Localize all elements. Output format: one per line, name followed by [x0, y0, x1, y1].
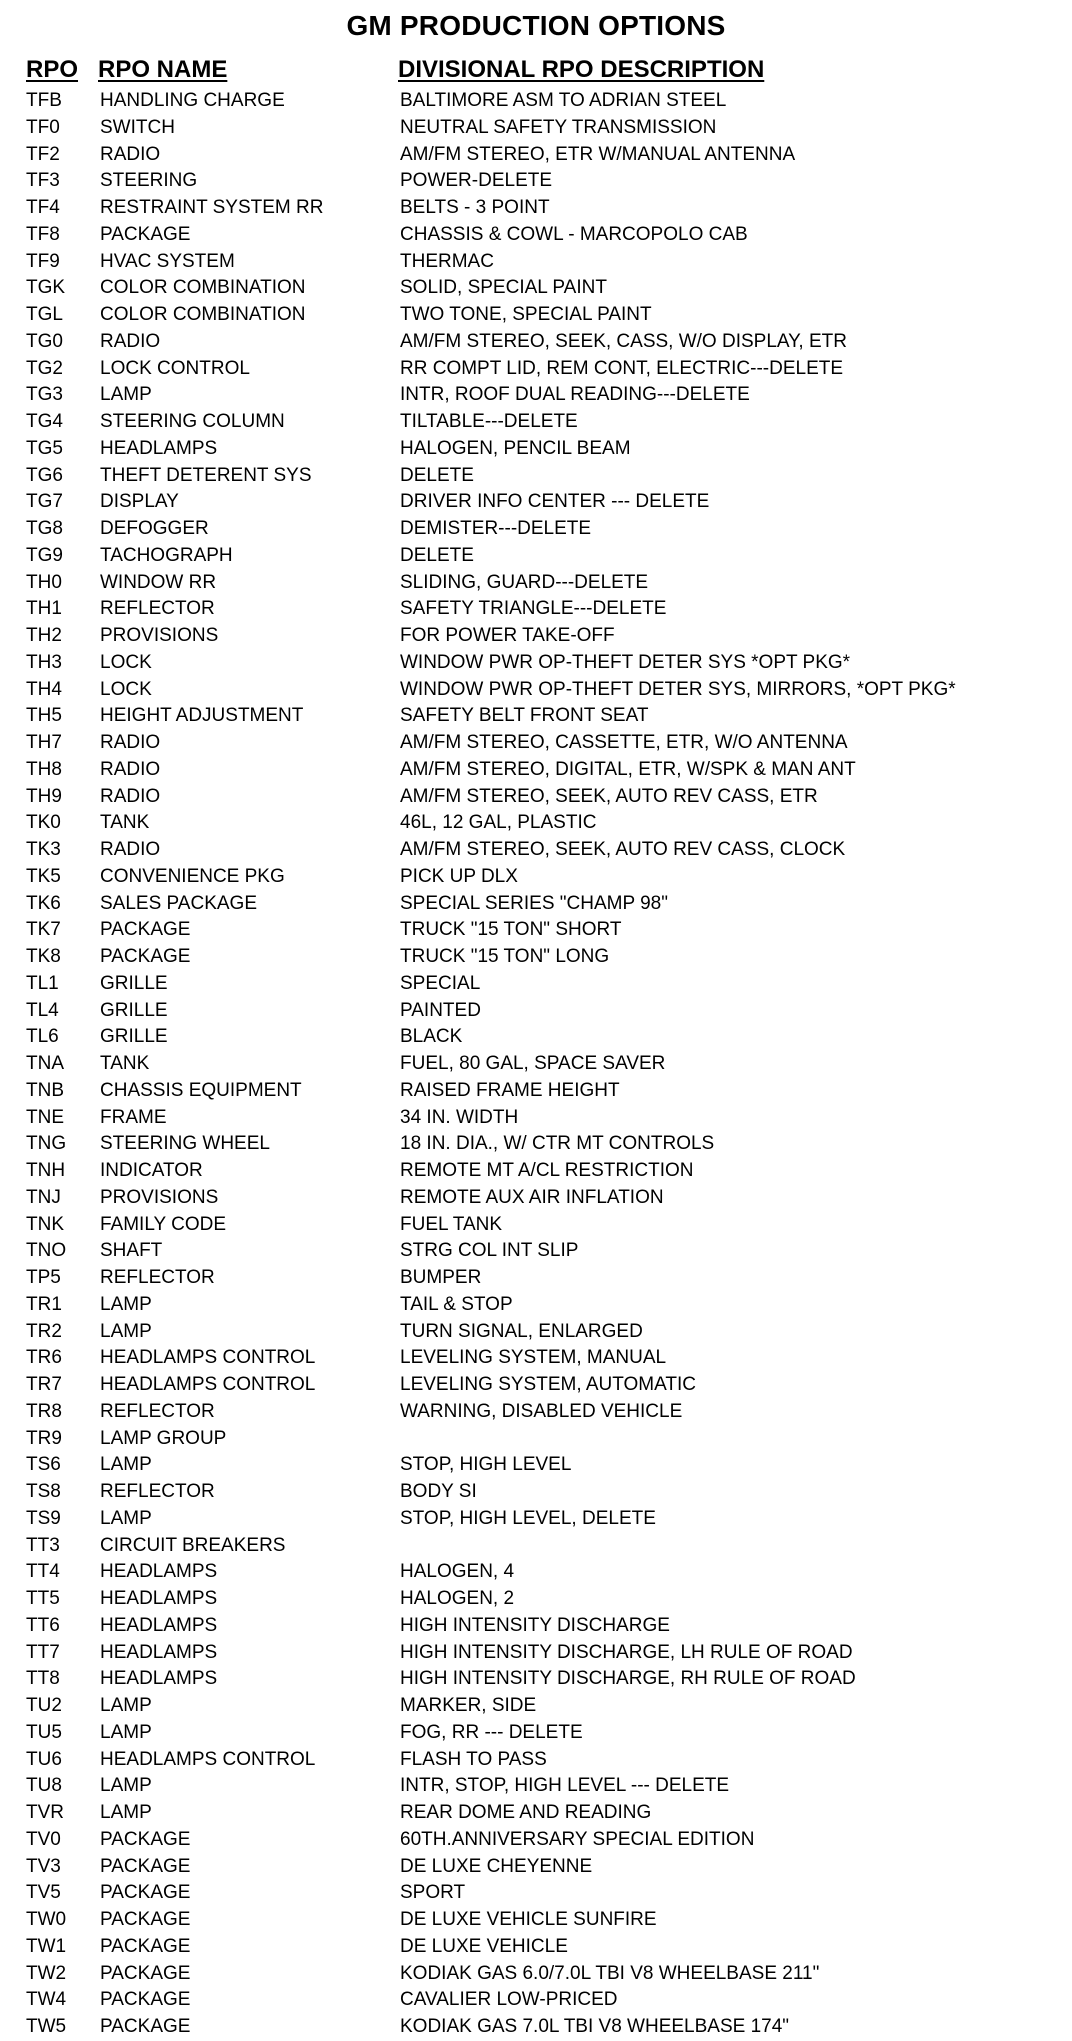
- rpo-description: WINDOW PWR OP-THEFT DETER SYS *OPT PKG*: [400, 651, 851, 673]
- table-row: [0, 1345, 1072, 1372]
- rpo-description: DELETE: [400, 464, 474, 486]
- rpo-code: TGK: [26, 277, 66, 299]
- table-row: [0, 623, 1072, 650]
- rpo-code: TH0: [26, 571, 62, 593]
- rpo-code: TW1: [26, 1935, 67, 1957]
- rpo-code: TK7: [26, 919, 61, 941]
- rpo-name: STEERING COLUMN: [100, 411, 285, 432]
- rpo-description: BUMPER: [400, 1267, 482, 1288]
- rpo-code: TH1: [26, 598, 62, 620]
- table-row: [0, 1907, 1072, 1934]
- rpo-name: HEADLAMPS: [100, 1588, 218, 1609]
- rpo-code: TNK: [26, 1213, 64, 1235]
- rpo-description: AM/FM STEREO, DIGITAL, ETR, W/SPK & MAN ANT: [400, 758, 856, 780]
- rpo-code: TF2: [26, 143, 60, 165]
- table-row: [0, 570, 1072, 597]
- table-row: [0, 1399, 1072, 1426]
- rpo-code: TF0: [26, 116, 60, 138]
- header-rpo-name: RPO NAME: [98, 56, 228, 83]
- table-row: [0, 382, 1072, 409]
- table-row: [0, 1773, 1072, 1800]
- table-row: [0, 1426, 1072, 1453]
- rpo-description: HALOGEN, 2: [400, 1588, 515, 1609]
- rpo-code: TFB: [26, 90, 62, 111]
- rpo-name: TANK: [100, 1053, 150, 1074]
- rpo-description: SAFETY BELT FRONT SEAT: [400, 705, 649, 727]
- rpo-code: TV5: [26, 1882, 61, 1904]
- rpo-code: TG4: [26, 411, 63, 432]
- rpo-name: GRILLE: [100, 1026, 168, 1048]
- rpo-description: FUEL, 80 GAL, SPACE SAVER: [400, 1053, 666, 1074]
- rpo-name: WINDOW RR: [100, 571, 217, 593]
- rpo-name: RADIO: [100, 330, 161, 352]
- rpo-description: HIGH INTENSITY DISCHARGE, RH RULE OF ROAD: [400, 1668, 856, 1690]
- table-row: [0, 1640, 1072, 1667]
- rpo-code: TGL: [26, 304, 63, 325]
- table-row: [0, 784, 1072, 811]
- rpo-description: LEVELING SYSTEM, AUTOMATIC: [400, 1374, 696, 1395]
- rpo-name: DEFOGGER: [100, 518, 209, 539]
- table-row: [0, 1452, 1072, 1479]
- table-row: [0, 1158, 1072, 1185]
- rpo-code: TL4: [26, 999, 59, 1021]
- rpo-name: LAMP: [100, 1320, 152, 1342]
- rpo-name: REFLECTOR: [100, 1267, 215, 1288]
- rpo-code: TS9: [26, 1507, 61, 1529]
- rpo-code: TR2: [26, 1320, 62, 1342]
- rpo-name: HVAC SYSTEM: [100, 250, 235, 272]
- table-row: [0, 810, 1072, 837]
- rpo-description: 18 IN. DIA., W/ CTR MT CONTROLS: [400, 1133, 715, 1155]
- rpo-name: PACKAGE: [100, 1935, 191, 1957]
- rpo-name: LOCK: [100, 678, 152, 700]
- rpo-description: FUEL TANK: [400, 1213, 503, 1235]
- rpo-description: CAVALIER LOW-PRICED: [400, 1989, 618, 2011]
- rpo-name: REFLECTOR: [100, 1400, 215, 1422]
- rpo-code: TW0: [26, 1909, 67, 1930]
- table-row: [0, 88, 1072, 115]
- table-row: [0, 891, 1072, 918]
- rpo-description: THERMAC: [400, 250, 494, 272]
- rpo-code: TT4: [26, 1561, 60, 1583]
- header-description: DIVISIONAL RPO DESCRIPTION: [398, 56, 765, 83]
- rpo-name: RADIO: [100, 732, 161, 753]
- rpo-description: SOLID, SPECIAL PAINT: [400, 277, 607, 299]
- rpo-code: TF4: [26, 197, 60, 218]
- rpo-name: LOCK CONTROL: [100, 357, 250, 379]
- table-row: [0, 1078, 1072, 1105]
- rpo-code: TG2: [26, 357, 63, 379]
- rpo-description: AM/FM STEREO, CASSETTE, ETR, W/O ANTENNA: [400, 732, 848, 753]
- rpo-description: 46L, 12 GAL, PLASTIC: [400, 812, 597, 834]
- rpo-description: TRUCK "15 TON" SHORT: [400, 919, 622, 941]
- rpo-code: TNA: [26, 1053, 64, 1074]
- rpo-code: TH2: [26, 625, 62, 646]
- table-row: [0, 275, 1072, 302]
- rpo-description: TWO TONE, SPECIAL PAINT: [400, 304, 652, 325]
- rpo-name: INDICATOR: [100, 1160, 203, 1181]
- table-row: [0, 944, 1072, 971]
- rpo-code: TG0: [26, 330, 63, 352]
- rpo-name: RADIO: [100, 785, 161, 807]
- rpo-code: TR1: [26, 1293, 62, 1315]
- rpo-description: REMOTE AUX AIR INFLATION: [400, 1186, 664, 1208]
- rpo-code: TF9: [26, 250, 60, 272]
- rpo-description: STOP, HIGH LEVEL, DELETE: [400, 1507, 656, 1529]
- rpo-name: COLOR COMBINATION: [100, 277, 306, 299]
- rpo-name: RADIO: [100, 839, 161, 860]
- rpo-description: TAIL & STOP: [400, 1293, 513, 1315]
- rpo-code: TH5: [26, 705, 62, 727]
- rpo-description: BODY SI: [400, 1481, 477, 1502]
- table-header: [0, 56, 1072, 86]
- rpo-code: TVR: [26, 1802, 64, 1823]
- rpo-code: TG5: [26, 437, 63, 459]
- rpo-name: HEADLAMPS CONTROL: [100, 1347, 316, 1369]
- rpo-code: TNG: [26, 1133, 67, 1155]
- rpo-name: REFLECTOR: [100, 598, 215, 620]
- rpo-description: STOP, HIGH LEVEL: [400, 1454, 572, 1476]
- rpo-description: HALOGEN, PENCIL BEAM: [400, 437, 631, 459]
- rpo-code: TT8: [26, 1668, 60, 1690]
- table-row: [0, 1506, 1072, 1533]
- rpo-code: TNJ: [26, 1186, 61, 1208]
- table-row: [0, 195, 1072, 222]
- table-row: [0, 1319, 1072, 1346]
- rpo-code: TV0: [26, 1828, 61, 1850]
- rpo-description: AM/FM STEREO, SEEK, AUTO REV CASS, ETR: [400, 785, 818, 807]
- rpo-name: PACKAGE: [100, 1989, 191, 2011]
- rpo-name: LAMP: [100, 1507, 152, 1529]
- rpo-description: SAFETY TRIANGLE---DELETE: [400, 598, 667, 620]
- table-row: [0, 757, 1072, 784]
- rpo-code: TK5: [26, 865, 61, 887]
- table-row: [0, 1212, 1072, 1239]
- rpo-name: FAMILY CODE: [100, 1213, 226, 1235]
- rpo-description: POWER-DELETE: [400, 170, 553, 192]
- rpo-description: SPORT: [400, 1882, 466, 1904]
- rpo-description: CHASSIS & COWL - MARCOPOLO CAB: [400, 223, 748, 245]
- rpo-name: PACKAGE: [100, 1962, 191, 1984]
- rpo-description: INTR, STOP, HIGH LEVEL --- DELETE: [400, 1775, 730, 1797]
- table-row: [0, 1105, 1072, 1132]
- table-row: [0, 1720, 1072, 1747]
- rpo-code: TR7: [26, 1374, 62, 1395]
- table-row: [0, 837, 1072, 864]
- rpo-name: CONVENIENCE PKG: [100, 865, 285, 887]
- rpo-description: WINDOW PWR OP-THEFT DETER SYS, MIRRORS, *OPT PKG*: [400, 678, 956, 700]
- rpo-name: HEADLAMPS: [100, 1561, 218, 1583]
- rpo-code: TNH: [26, 1160, 66, 1181]
- rpo-code: TW2: [26, 1962, 67, 1984]
- rpo-description: DELETE: [400, 544, 474, 566]
- rpo-description: 34 IN. WIDTH: [400, 1106, 519, 1128]
- rpo-code: TR6: [26, 1347, 62, 1369]
- table-row: [0, 1880, 1072, 1907]
- rpo-code: TV3: [26, 1855, 61, 1877]
- table-row: [0, 1747, 1072, 1774]
- rpo-name: LAMP: [100, 384, 152, 406]
- table-row: [0, 917, 1072, 944]
- table-row: [0, 703, 1072, 730]
- table-row: [0, 1533, 1072, 1560]
- rpo-description: SPECIAL SERIES "CHAMP 98": [400, 892, 668, 914]
- rpo-description: DE LUXE VEHICLE: [400, 1935, 568, 1957]
- rpo-description: MARKER, SIDE: [400, 1695, 537, 1716]
- table-row: [0, 730, 1072, 757]
- rpo-description: DE LUXE CHEYENNE: [400, 1855, 593, 1877]
- table-row: [0, 1265, 1072, 1292]
- rpo-name: LAMP: [100, 1695, 152, 1716]
- table-row: [0, 516, 1072, 543]
- rpo-name: LAMP: [100, 1775, 152, 1797]
- rpo-code: TT7: [26, 1641, 60, 1663]
- rpo-description: SPECIAL: [400, 972, 481, 994]
- rpo-description: RAISED FRAME HEIGHT: [400, 1079, 620, 1101]
- rpo-description: FOR POWER TAKE-OFF: [400, 625, 615, 646]
- table-row: [0, 142, 1072, 169]
- rpo-code: TP5: [26, 1267, 61, 1288]
- table-row: [0, 1024, 1072, 1051]
- rpo-name: SHAFT: [100, 1240, 163, 1262]
- table-row: [0, 1666, 1072, 1693]
- rpo-code: TT3: [26, 1534, 60, 1556]
- rpo-name: HEADLAMPS CONTROL: [100, 1748, 316, 1770]
- rpo-name: PACKAGE: [100, 919, 191, 941]
- rpo-name: DISPLAY: [100, 491, 179, 513]
- rpo-code: TNO: [26, 1240, 67, 1262]
- table-row: [0, 302, 1072, 329]
- rpo-code: TR8: [26, 1400, 62, 1422]
- table-row: [0, 168, 1072, 195]
- table-row: [0, 1987, 1072, 2014]
- rpo-description: AM/FM STEREO, ETR W/MANUAL ANTENNA: [400, 143, 796, 165]
- rpo-name: HEADLAMPS: [100, 1668, 218, 1690]
- rpo-name: CIRCUIT BREAKERS: [100, 1534, 286, 1556]
- table-row: [0, 1479, 1072, 1506]
- rpo-code: TH7: [26, 732, 62, 753]
- rpo-name: HEADLAMPS CONTROL: [100, 1374, 316, 1395]
- rpo-name: STEERING WHEEL: [100, 1133, 270, 1155]
- rpo-description: HALOGEN, 4: [400, 1561, 515, 1583]
- table-row: [0, 356, 1072, 383]
- rpo-description: FLASH TO PASS: [400, 1748, 547, 1770]
- rpo-name: CHASSIS EQUIPMENT: [100, 1079, 302, 1101]
- rpo-code: TS8: [26, 1481, 61, 1502]
- table-row: [0, 1185, 1072, 1212]
- header-rpo: RPO: [26, 56, 79, 83]
- rpo-description: FOG, RR --- DELETE: [400, 1721, 583, 1743]
- rpo-name: HANDLING CHARGE: [100, 90, 285, 111]
- rpo-code: TW5: [26, 2016, 67, 2037]
- table-row: [0, 1827, 1072, 1854]
- rpo-name: PACKAGE: [100, 2016, 191, 2037]
- rpo-name: HEIGHT ADJUSTMENT: [100, 705, 304, 727]
- table-row: [0, 1559, 1072, 1586]
- rpo-description: RR COMPT LID, REM CONT, ELECTRIC---DELETE: [400, 357, 844, 379]
- rpo-code: TT5: [26, 1588, 60, 1609]
- rpo-name: REFLECTOR: [100, 1481, 215, 1502]
- table-row: [0, 249, 1072, 276]
- table-row: [0, 1586, 1072, 1613]
- table-row: [0, 1292, 1072, 1319]
- rpo-description: HIGH INTENSITY DISCHARGE, LH RULE OF ROAD: [400, 1641, 853, 1663]
- rpo-description: AM/FM STEREO, SEEK, CASS, W/O DISPLAY, ETR: [400, 330, 847, 352]
- rpo-description: SLIDING, GUARD---DELETE: [400, 571, 649, 593]
- rpo-description: DEMISTER---DELETE: [400, 518, 592, 539]
- options-table-body: [0, 88, 1072, 2041]
- table-row: [0, 1961, 1072, 1988]
- rpo-description: PAINTED: [400, 999, 481, 1021]
- rpo-name: THEFT DETERENT SYS: [100, 464, 312, 486]
- rpo-name: TACHOGRAPH: [100, 544, 233, 566]
- rpo-code: TR9: [26, 1427, 62, 1449]
- table-row: [0, 650, 1072, 677]
- rpo-description: NEUTRAL SAFETY TRANSMISSION: [400, 116, 717, 138]
- rpo-code: TH8: [26, 758, 62, 780]
- rpo-description: TILTABLE---DELETE: [400, 411, 578, 432]
- table-row: [0, 971, 1072, 998]
- rpo-name: LAMP GROUP: [100, 1427, 227, 1449]
- rpo-code: TH3: [26, 651, 62, 673]
- rpo-code: TG7: [26, 491, 63, 513]
- rpo-code: TT6: [26, 1614, 60, 1636]
- rpo-description: TRUCK "15 TON" LONG: [400, 946, 610, 967]
- rpo-description: LEVELING SYSTEM, MANUAL: [400, 1347, 667, 1369]
- rpo-name: HEADLAMPS: [100, 1641, 218, 1663]
- rpo-description: REAR DOME AND READING: [400, 1802, 652, 1823]
- rpo-description: DE LUXE VEHICLE SUNFIRE: [400, 1909, 657, 1930]
- rpo-code: TU5: [26, 1721, 62, 1743]
- rpo-name: TANK: [100, 812, 150, 834]
- rpo-name: COLOR COMBINATION: [100, 304, 306, 325]
- rpo-code: TH4: [26, 678, 62, 700]
- rpo-description: REMOTE MT A/CL RESTRICTION: [400, 1160, 694, 1181]
- table-row: [0, 677, 1072, 704]
- rpo-description: BALTIMORE ASM TO ADRIAN STEEL: [400, 90, 727, 111]
- rpo-code: TU6: [26, 1748, 62, 1770]
- rpo-name: LAMP: [100, 1721, 152, 1743]
- rpo-name: HEADLAMPS: [100, 437, 218, 459]
- rpo-code: TG9: [26, 544, 63, 566]
- rpo-code: TK6: [26, 892, 61, 914]
- rpo-code: TG6: [26, 464, 63, 486]
- rpo-name: RADIO: [100, 758, 161, 780]
- rpo-code: TF8: [26, 223, 60, 245]
- rpo-name: HEADLAMPS: [100, 1614, 218, 1636]
- rpo-description: BLACK: [400, 1026, 463, 1048]
- rpo-name: PACKAGE: [100, 1855, 191, 1877]
- table-row: [0, 1613, 1072, 1640]
- rpo-code: TNB: [26, 1079, 64, 1101]
- rpo-name: PACKAGE: [100, 1909, 191, 1930]
- table-row: [0, 543, 1072, 570]
- table-row: [0, 864, 1072, 891]
- rpo-description: STRG COL INT SLIP: [400, 1240, 579, 1262]
- table-row: [0, 1238, 1072, 1265]
- table-row: [0, 489, 1072, 516]
- table-row: [0, 222, 1072, 249]
- rpo-name: PROVISIONS: [100, 1186, 219, 1208]
- rpo-description: PICK UP DLX: [400, 865, 518, 887]
- table-row: [0, 1854, 1072, 1881]
- table-row: [0, 1131, 1072, 1158]
- table-row: [0, 115, 1072, 142]
- table-row: [0, 463, 1072, 490]
- rpo-name: GRILLE: [100, 972, 168, 994]
- rpo-code: TK3: [26, 839, 61, 860]
- rpo-code: TS6: [26, 1454, 61, 1476]
- rpo-name: SWITCH: [100, 116, 175, 138]
- rpo-name: SALES PACKAGE: [100, 892, 257, 914]
- rpo-code: TK0: [26, 812, 61, 834]
- page-title: GM PRODUCTION OPTIONS: [346, 10, 726, 41]
- rpo-name: RESTRAINT SYSTEM RR: [100, 197, 324, 218]
- table-row: [0, 596, 1072, 623]
- rpo-name: LAMP: [100, 1454, 152, 1476]
- rpo-name: LAMP: [100, 1802, 152, 1823]
- rpo-description: BELTS - 3 POINT: [400, 197, 550, 218]
- table-row: [0, 1372, 1072, 1399]
- rpo-name: PACKAGE: [100, 223, 191, 245]
- table-row: [0, 436, 1072, 463]
- table-row: [0, 329, 1072, 356]
- rpo-name: LOCK: [100, 651, 152, 673]
- rpo-code: TW4: [26, 1989, 67, 2011]
- rpo-name: LAMP: [100, 1293, 152, 1315]
- rpo-name: FRAME: [100, 1106, 167, 1128]
- rpo-name: GRILLE: [100, 999, 168, 1021]
- rpo-code: TU2: [26, 1695, 62, 1716]
- table-row: [0, 1934, 1072, 1961]
- table-row: [0, 1693, 1072, 1720]
- table-row: [0, 409, 1072, 436]
- rpo-code: TG8: [26, 518, 63, 539]
- table-row: [0, 1051, 1072, 1078]
- rpo-description: KODIAK GAS 7.0L TBI V8 WHEELBASE 174": [400, 2016, 790, 2037]
- table-row: [0, 1800, 1072, 1827]
- rpo-code: TK8: [26, 946, 61, 967]
- rpo-description: AM/FM STEREO, SEEK, AUTO REV CASS, CLOCK: [400, 839, 846, 860]
- rpo-code: TL6: [26, 1026, 59, 1048]
- rpo-description: HIGH INTENSITY DISCHARGE: [400, 1614, 670, 1636]
- rpo-description: KODIAK GAS 6.0/7.0L TBI V8 WHEELBASE 211": [400, 1962, 820, 1984]
- rpo-description: DRIVER INFO CENTER --- DELETE: [400, 491, 710, 513]
- rpo-code: TNE: [26, 1106, 64, 1128]
- rpo-name: RADIO: [100, 143, 161, 165]
- table-row: [0, 2014, 1072, 2041]
- rpo-description: WARNING, DISABLED VEHICLE: [400, 1400, 683, 1422]
- rpo-code: TU8: [26, 1775, 62, 1797]
- rpo-code: TG3: [26, 384, 63, 406]
- rpo-description: TURN SIGNAL, ENLARGED: [400, 1320, 643, 1342]
- rpo-name: PROVISIONS: [100, 625, 219, 646]
- rpo-code: TF3: [26, 170, 60, 192]
- rpo-name: STEERING: [100, 170, 198, 192]
- rpo-description: INTR, ROOF DUAL READING---DELETE: [400, 384, 750, 406]
- rpo-code: TH9: [26, 785, 62, 807]
- rpo-description: 60TH.ANNIVERSARY SPECIAL EDITION: [400, 1828, 755, 1850]
- rpo-name: PACKAGE: [100, 1882, 191, 1904]
- rpo-code: TL1: [26, 972, 59, 994]
- table-row: [0, 998, 1072, 1025]
- rpo-name: PACKAGE: [100, 1828, 191, 1850]
- rpo-name: PACKAGE: [100, 946, 191, 967]
